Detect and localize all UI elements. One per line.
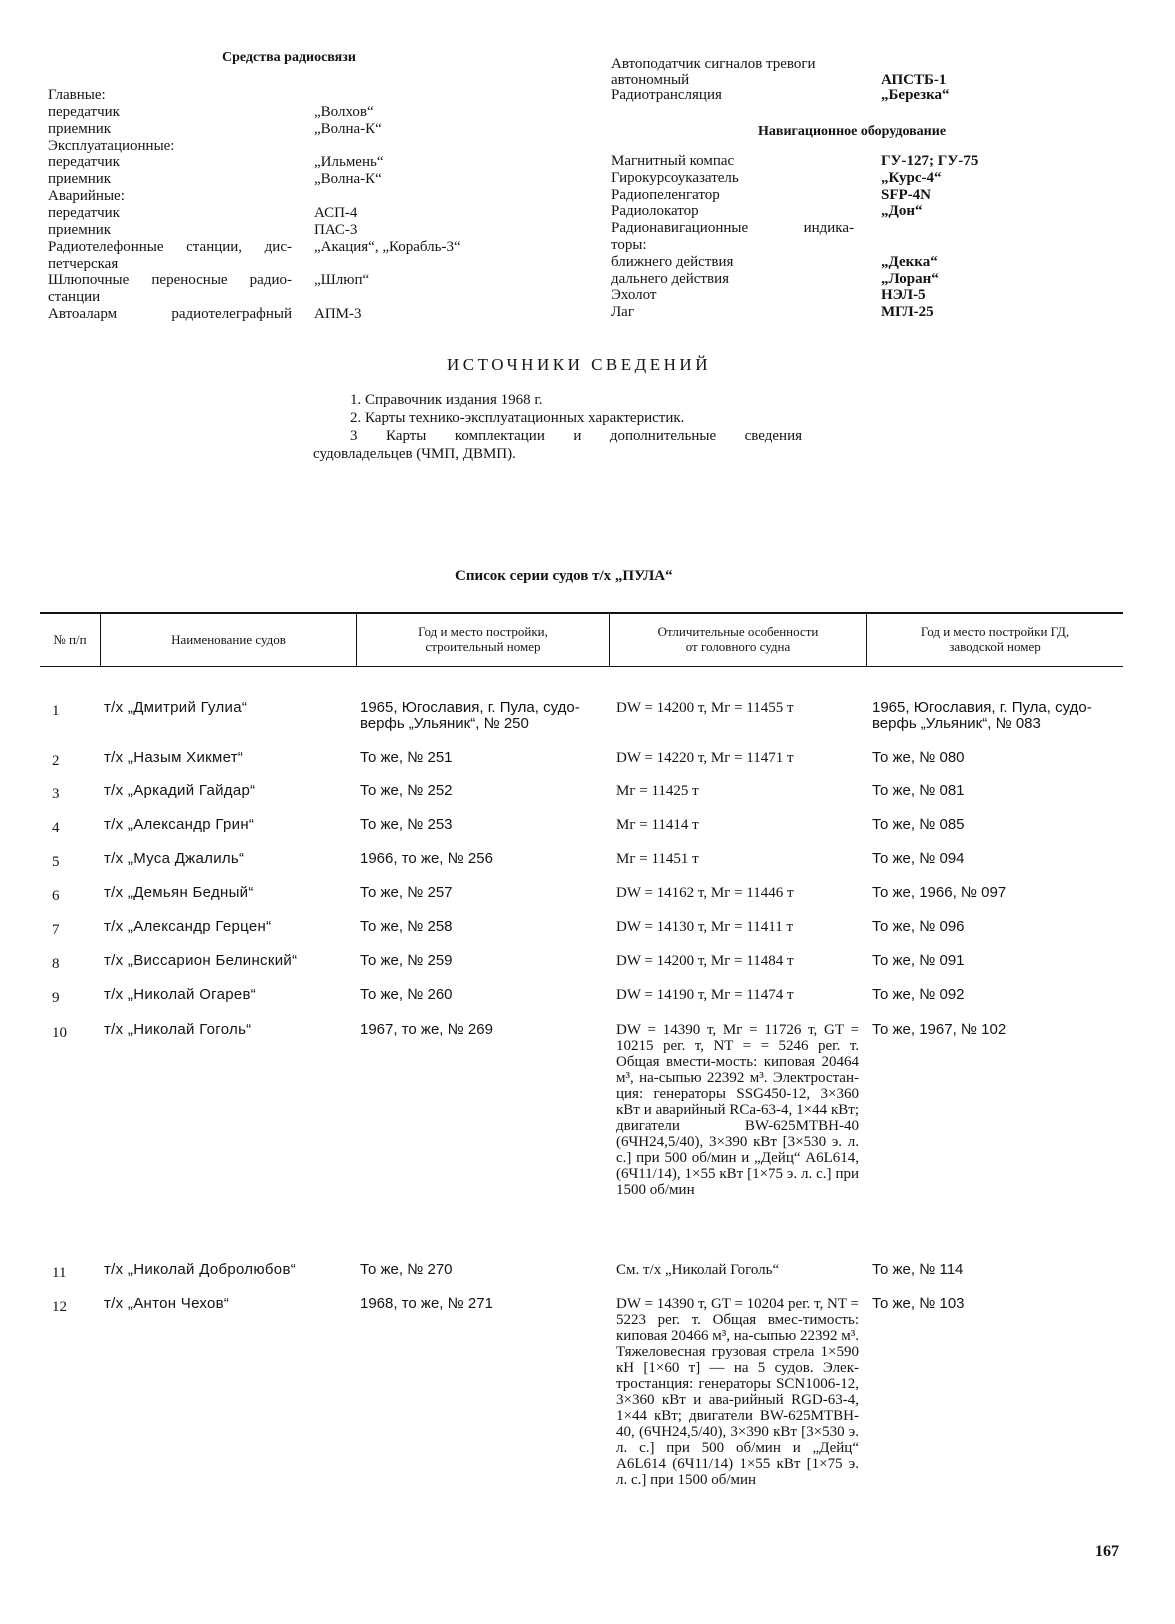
radio-item-label: станции bbox=[48, 289, 101, 306]
radio-item-value: „Акация“, „Корабль-3“ bbox=[314, 238, 461, 255]
distinctive-features: Mг = 11414 т bbox=[616, 817, 699, 833]
build-info: То же, № 260 bbox=[360, 986, 453, 1003]
ship-name: т/х „Александр Герцен“ bbox=[104, 918, 272, 935]
radio-item-value: ПАС-3 bbox=[314, 221, 358, 238]
row-number: 11 bbox=[52, 1265, 67, 1281]
row-number: 12 bbox=[52, 1299, 67, 1315]
header-name: Наименование судов bbox=[171, 632, 286, 647]
alarm-item-value: „Березка“ bbox=[881, 87, 950, 103]
engine-info: То же, № 114 bbox=[872, 1261, 964, 1278]
distinctive-features: Mг = 11451 т bbox=[616, 851, 699, 867]
nav-item-label: торы: bbox=[611, 237, 647, 253]
nav-item-label: Радионавигационные индика- bbox=[611, 220, 854, 237]
radio-item-label: Автоаларм радиотелеграфный bbox=[48, 306, 292, 323]
ship-name: т/х „Николай Огарев“ bbox=[104, 986, 257, 1003]
radio-item-value: „Ильмень“ bbox=[314, 154, 384, 171]
radio-item-label: передатчик bbox=[48, 154, 120, 171]
page-number: 167 bbox=[1095, 1543, 1119, 1560]
ship-name: т/х „Николай Добролюбов“ bbox=[104, 1261, 297, 1278]
alarm-item-label: автономный bbox=[611, 71, 690, 88]
build-info: То же, № 258 bbox=[360, 918, 453, 935]
row-number: 8 bbox=[52, 956, 60, 972]
radio-item-label: приемник bbox=[48, 120, 112, 137]
build-info: То же, № 252 bbox=[360, 782, 453, 799]
row-number: 9 bbox=[52, 990, 60, 1006]
radio-item-value: АСП-4 bbox=[314, 204, 358, 221]
ship-name: т/х „Муса Джалиль“ bbox=[104, 850, 245, 867]
distinctive-features: DW = 14162 т, Mг = 11446 т bbox=[616, 885, 794, 901]
table-header-rule bbox=[40, 666, 1123, 667]
row-number: 4 bbox=[52, 820, 60, 836]
distinctive-features: См. т/х „Николай Гоголь“ bbox=[616, 1262, 780, 1278]
nav-item-label: Магнитный компас bbox=[611, 153, 735, 169]
radio-item-value: „Волна-К“ bbox=[314, 171, 382, 188]
engine-info: То же, № 085 bbox=[872, 816, 965, 833]
alarm-item-label: Автоподатчик сигналов тревоги bbox=[611, 56, 816, 72]
distinctive-features: DW = 14200 т, Mг = 11455 т bbox=[616, 700, 794, 716]
radio-item-label: Аварийные: bbox=[48, 188, 125, 205]
row-number: 6 bbox=[52, 888, 60, 904]
radio-item-label: Радиотелефонные станции, дис- bbox=[48, 238, 292, 255]
radio-item-label: приемник bbox=[48, 171, 112, 188]
header-diff-line: от головного судна bbox=[685, 639, 791, 654]
build-info: 1965, Югославия, г. Пула, судо-верфь „Ульяник“, № 250 bbox=[360, 699, 580, 732]
nav-item-value: МГЛ-25 bbox=[881, 304, 934, 321]
nav-item-label: дальнего действия bbox=[611, 270, 730, 287]
radio-item-label: петчерская bbox=[48, 255, 119, 272]
nav-item-label: Гирокурсоуказатель bbox=[611, 169, 739, 186]
distinctive-features: DW = 14200 т, Mг = 11484 т bbox=[616, 953, 794, 969]
build-info: То же, № 257 bbox=[360, 884, 453, 901]
ship-name: т/х „Николай Гоголь“ bbox=[104, 1021, 252, 1038]
nav-item-label: Эхолот bbox=[611, 287, 657, 304]
row-number: 3 bbox=[52, 786, 60, 802]
radio-section-title: Средства радиосвязи bbox=[222, 50, 356, 65]
build-info: То же, № 270 bbox=[360, 1261, 453, 1278]
build-info: То же, № 259 bbox=[360, 952, 453, 969]
radio-item-value: „Волна-К“ bbox=[314, 120, 382, 137]
header-num: № п/п bbox=[53, 632, 87, 647]
radio-item-value: „Шлюп“ bbox=[314, 272, 370, 289]
nav-item-value: „Декка“ bbox=[881, 253, 938, 270]
ship-name: т/х „Аркадий Гайдар“ bbox=[104, 782, 256, 799]
alarm-item-label: Радиотрансляция bbox=[611, 87, 722, 103]
engine-info: То же, 1967, № 102 bbox=[872, 1021, 1007, 1038]
radio-item-label: передатчик bbox=[48, 204, 120, 221]
engine-info: То же, № 103 bbox=[872, 1295, 965, 1312]
nav-item-value: ГУ-127; ГУ-75 bbox=[881, 153, 979, 169]
build-info: 1966, то же, № 256 bbox=[360, 850, 493, 867]
alarm-item-value: АПСТБ-1 bbox=[881, 71, 947, 88]
radio-item-label: Шлюпочные переносные радио- bbox=[48, 272, 292, 289]
nav-item-label: Радиопеленгатор bbox=[611, 186, 720, 203]
distinctive-features: DW = 14130 т, Mг = 11411 т bbox=[616, 919, 793, 935]
distinctive-features: DW = 14220 т, Mг = 11471 т bbox=[616, 750, 794, 766]
ship-name: т/х „Антон Чехов“ bbox=[104, 1295, 230, 1312]
build-info: 1967, то же, № 269 bbox=[360, 1021, 493, 1038]
source-item: 2. Карты технико-эксплуатационных характеристик. bbox=[350, 410, 685, 426]
radio-item-value: „Волхов“ bbox=[314, 103, 374, 120]
nav-item-value: НЭЛ-5 bbox=[881, 287, 926, 304]
radio-item-label: передатчик bbox=[48, 103, 120, 120]
engine-info: То же, № 092 bbox=[872, 986, 965, 1003]
engine-info: То же, № 094 bbox=[872, 850, 965, 867]
nav-item-value: „Лоран“ bbox=[881, 270, 939, 287]
sources-title: ИСТОЧНИКИ СВЕДЕНИЙ bbox=[447, 355, 711, 374]
engine-info: 1965, Югославия, г. Пула, судо-верфь „Ульяник“, № 083 bbox=[872, 699, 1092, 732]
header-engine-line: Год и место постройки ГД, bbox=[920, 624, 1070, 639]
ship-name: т/х „Демьян Бедный“ bbox=[104, 884, 254, 901]
radio-item-label: приемник bbox=[48, 221, 112, 238]
ship-name: т/х „Дмитрий Гулиа“ bbox=[104, 699, 248, 716]
nav-item-label: Лаг bbox=[611, 304, 634, 321]
distinctive-features: Mг = 11425 т bbox=[616, 783, 699, 799]
header-built bbox=[357, 624, 609, 654]
build-info: То же, № 253 bbox=[360, 816, 453, 833]
engine-info: То же, № 080 bbox=[872, 749, 965, 766]
header-engine-line: заводской номер bbox=[949, 639, 1041, 654]
radio-item-label: Эксплуатационные: bbox=[48, 137, 175, 154]
radio-item-value: АПМ-3 bbox=[314, 306, 362, 323]
row-number: 2 bbox=[52, 753, 60, 769]
nav-item-label: ближнего действия bbox=[611, 253, 734, 270]
row-number: 7 bbox=[52, 922, 60, 938]
nav-item-label: Радиолокатор bbox=[611, 203, 699, 220]
engine-info: То же, № 081 bbox=[872, 782, 965, 799]
engine-info: То же, 1966, № 097 bbox=[872, 884, 1007, 901]
nav-item-value: SFP-4N bbox=[881, 186, 931, 203]
ship-name: т/х „Назым Хикмет“ bbox=[104, 749, 244, 766]
distinctive-features: DW = 14190 т, Mг = 11474 т bbox=[616, 987, 794, 1003]
header-diff bbox=[610, 624, 866, 654]
nav-section-title: Навигационное оборудование bbox=[758, 124, 947, 139]
source-item: 3 Карты комплектации и дополнительные сведения bbox=[350, 428, 802, 444]
distinctive-features: DW = 14390 т, Mг = 11726 т, GT = 10215 рег. т, NT = = 5246 рег. т. Общая вмести-мость: киповая 20464 м³, на-сыпью 22392 м³. Электростан-ция: генераторы SSG450-12, 3×360 кВт и аварийный RCa-63-4, 1×44 кВт; двигатели BW-625MTBH-40 (6ЧН24,5/40), 3×390 кВт [3×530 э. л. с.] при 500 об/мин и „Дейц“ A6L614, (6Ч11/14), 1×55 кВт [1×75 э. л. с.] при 1500 об/мин bbox=[616, 1022, 859, 1198]
ship-name: т/х „Александр Грин“ bbox=[104, 816, 255, 833]
source-item: судовладельцев (ЧМП, ДВМП). bbox=[313, 446, 516, 462]
distinctive-features: DW = 14390 т, GT = 10204 рег. т, NT = 5223 рег. т. Общая вмес-тимость: киповая 20466 м³, на-сыпью 22392 м³. Тяжеловесная грузовая стрела 1×590 кН [1×60 т] — на 5 судов. Элек-тростанция: генераторы SCN1006-12, 3×360 кВт и ава-рийный RGD-63-4, 1×44 кВт; двигатели BW-625MTBH-40, (6ЧН24,5/40), 3×390 кВт [3×530 э. л. с.] при 500 об/мин и „Дейц“ A6L614 (6Ч11/14) 1×55 кВт [1×75 э. л. с.] при 1500 об/мин bbox=[616, 1296, 860, 1488]
header-built-line: Год и место постройки, bbox=[418, 624, 548, 639]
engine-info: То же, № 096 bbox=[872, 918, 965, 935]
ship-name: т/х „Виссарион Белинский“ bbox=[104, 952, 298, 969]
engine-info: То же, № 091 bbox=[872, 952, 965, 969]
build-info: То же, № 251 bbox=[360, 749, 453, 766]
table-title: Список серии судов т/х „ПУЛА“ bbox=[455, 568, 673, 584]
nav-item-value: „Дон“ bbox=[881, 203, 923, 220]
header-built-line: строительный номер bbox=[425, 639, 541, 654]
source-item: 1. Справочник издания 1968 г. bbox=[350, 392, 543, 408]
row-number: 1 bbox=[52, 703, 60, 719]
nav-item-value: „Курс-4“ bbox=[881, 169, 942, 186]
table-top-rule bbox=[40, 612, 1123, 614]
build-info: 1968, то же, № 271 bbox=[360, 1295, 493, 1312]
header-diff-line: Отличительные особенности bbox=[657, 624, 819, 639]
radio-item-label: Главные: bbox=[48, 87, 106, 103]
row-number: 10 bbox=[52, 1025, 67, 1041]
row-number: 5 bbox=[52, 854, 60, 870]
header-engine bbox=[867, 624, 1123, 654]
